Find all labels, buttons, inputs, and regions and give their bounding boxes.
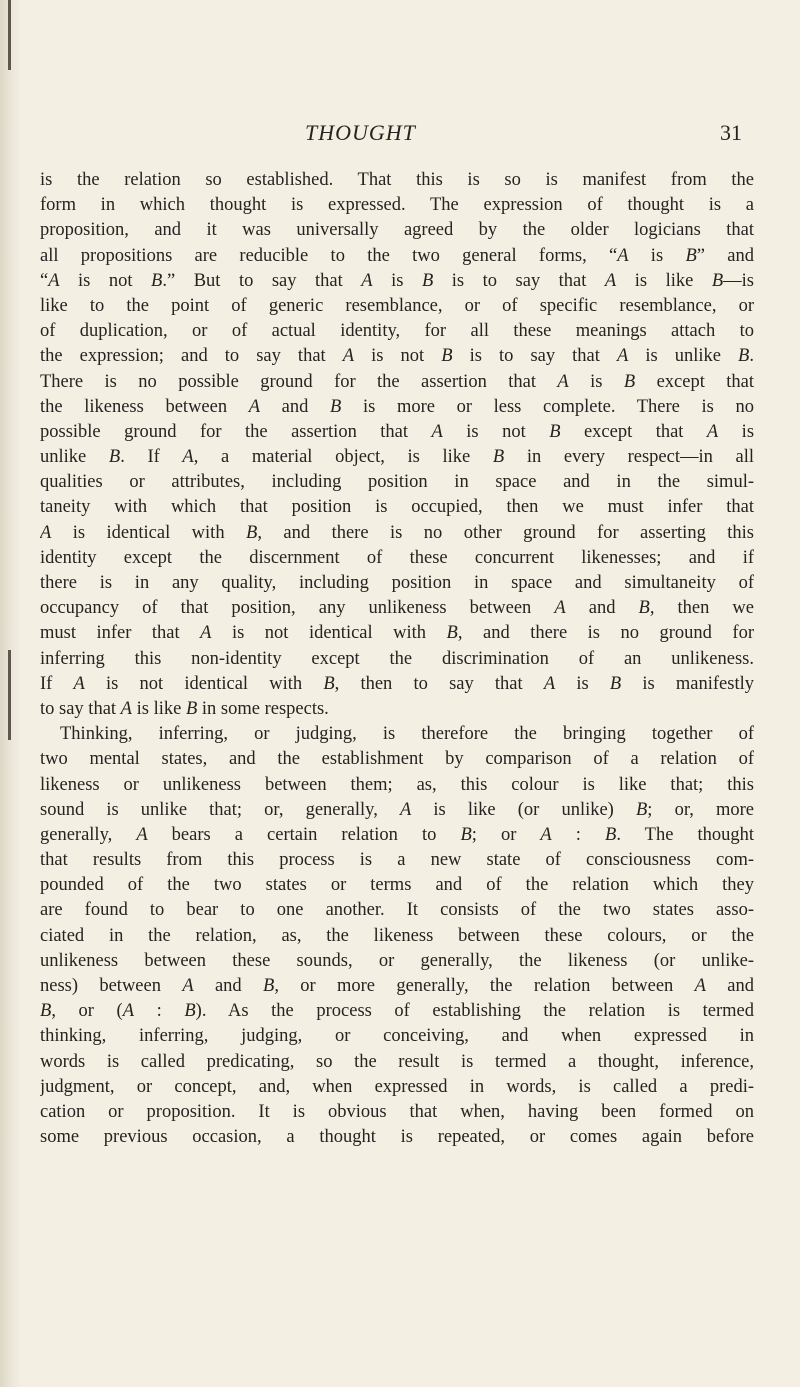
text-line: identity except the discernment of these concurrent likenesses; and if: [40, 547, 754, 568]
text-line: judgment, or concept, and, when expressed in words, is called a predi-: [40, 1076, 754, 1097]
text-line: words is called predicating, so the result is termed a thought, inference,: [40, 1051, 754, 1072]
text-line: that results from this process is a new state of consciousness com-: [40, 850, 754, 871]
binding-mark: [8, 0, 11, 70]
text-line: the likeness between A and B is more or less complete. There is no: [40, 396, 754, 417]
text-line: thinking, inferring, judging, or conceiving, and when expressed in: [40, 1026, 754, 1047]
text-line: generally, A bears a certain relation to B; or A : B. The thought: [40, 824, 754, 845]
text-line: “A is not B.” But to say that A is B is to say that A is like B—is: [40, 270, 754, 291]
text-line: there is in any quality, including position in space and simultaneity of: [40, 573, 754, 593]
text-line: are found to bear to one another. It consists of the two states asso-: [40, 900, 754, 921]
text-line: ness) between A and B, or more generally, the relation between A and: [40, 976, 754, 996]
text-line: is the relation so established. That this is so is manifest from the: [40, 170, 754, 190]
text-line: ciated in the relation, as, the likeness between these colours, or the: [40, 925, 754, 946]
text-line: must infer that A is not identical with B, and there is no ground for: [40, 623, 754, 644]
text-line: form in which thought is expressed. The expression of thought is a: [40, 195, 754, 216]
text-line: occupancy of that position, any unlikeness between A and B, then we: [40, 598, 754, 619]
text-line: pounded of the two states or terms and of the relation which they: [40, 875, 754, 896]
page-number: 31: [720, 120, 742, 145]
running-head: THOUGHT: [305, 120, 416, 145]
text-line: likeness or unlikeness between them; as, this colour is like that; this: [40, 774, 754, 795]
page-header: [0, 120, 800, 150]
text-line: sound is unlike that; or, generally, A is like (or unlike) B; or, more: [40, 799, 754, 820]
text-line: unlike B. If A, a material object, is like B in every respect—in all: [40, 447, 754, 468]
text-line: all propositions are reducible to the two general forms, “A is B” and: [40, 245, 754, 266]
text-line: A is identical with B, and there is no other ground for asserting this: [40, 522, 754, 543]
text-line: unlikeness between these sounds, or generally, the likeness (or unlike-: [40, 950, 754, 971]
text-line: two mental states, and the establishment by comparison of a relation of: [40, 749, 754, 770]
text-line: qualities or attributes, including position in space and in the simul-: [40, 472, 754, 493]
text-line: If A is not identical with B, then to say that A is B is manifestly: [40, 673, 754, 694]
text-line: cation or proposition. It is obvious that when, having been formed on: [40, 1101, 754, 1122]
text-line: of duplication, or of actual identity, for all these meanings attach to: [40, 321, 754, 342]
page-gutter-shadow: [0, 0, 22, 1387]
body-text: [40, 168, 754, 1150]
text-line: Thinking, inferring, or judging, is therefore the bringing together of: [60, 724, 754, 745]
text-line: proposition, and it was universally agreed by the older logicians that: [40, 220, 754, 241]
text-line: taneity with which that position is occupied, then we must infer that: [40, 497, 754, 518]
text-line: possible ground for the assertion that A is not B except that A is: [40, 421, 754, 442]
binding-mark: [8, 650, 11, 740]
text-line: inferring this non-identity except the discrimination of an unlikeness.: [40, 648, 754, 669]
text-line: to say that A is like B in some respects.: [40, 698, 329, 719]
text-line: some previous occasion, a thought is repeated, or comes again before: [40, 1127, 754, 1148]
text-line: There is no possible ground for the assertion that A is B except that: [40, 371, 754, 392]
text-line: like to the point of generic resemblance, or of specific resemblance, or: [40, 295, 754, 316]
text-line: the expression; and to say that A is not B is to say that A is unlike B.: [40, 346, 754, 367]
text-line: B, or (A : B). As the process of establishing the relation is termed: [40, 1001, 754, 1022]
